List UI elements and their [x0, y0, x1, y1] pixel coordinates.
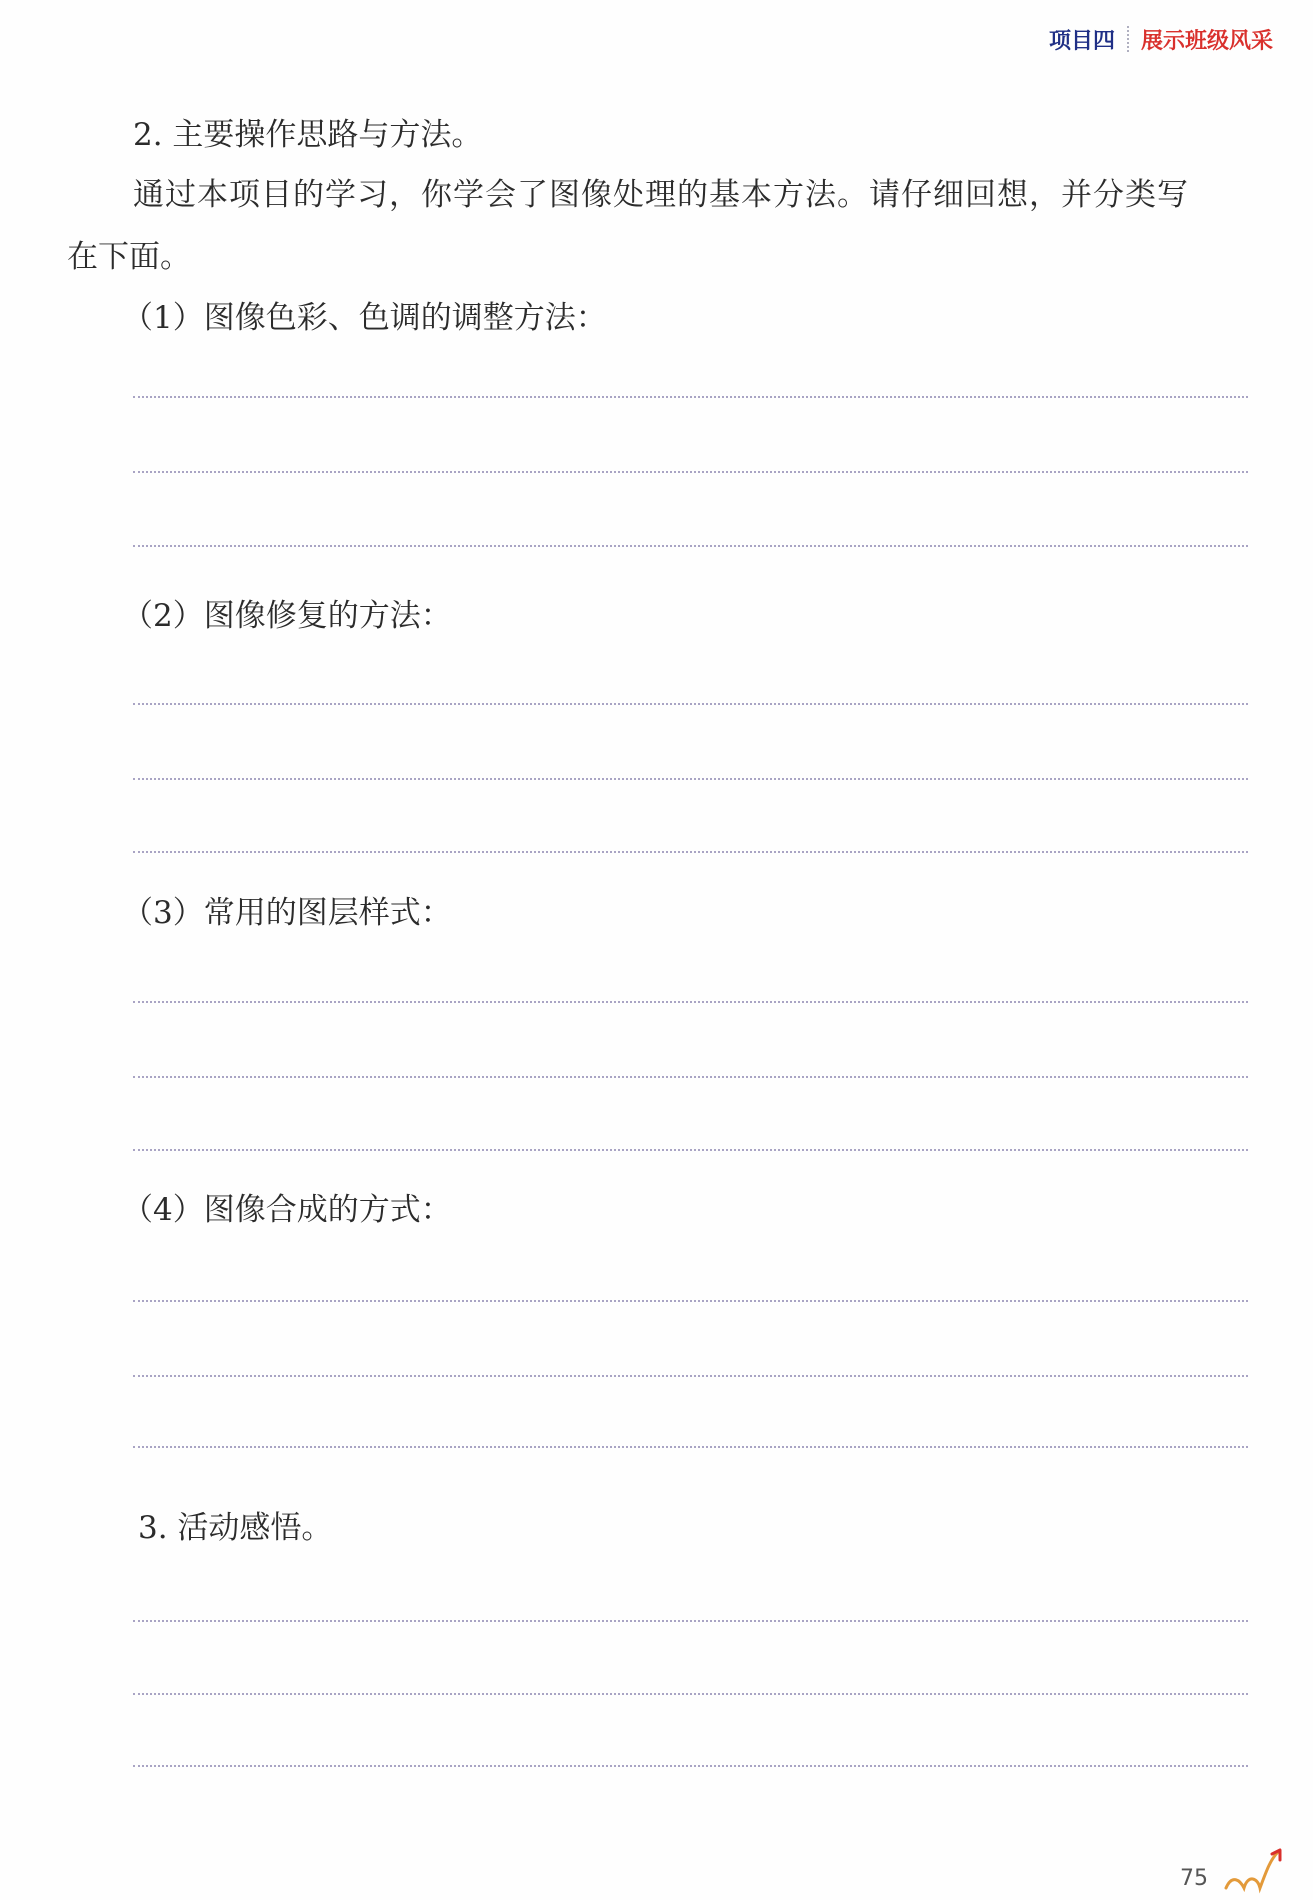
answer-line[interactable] [133, 703, 1248, 705]
header-divider [1127, 26, 1129, 52]
intro-line-1: 通过本项目的学习，你学会了图像处理的基本方法。请仔细回想，并分类写 [133, 177, 1189, 213]
intro-line-2: 在下面。 [67, 239, 191, 275]
section-2-title: 2. 主要操作思路与方法。 [133, 117, 483, 153]
question-1: （1）图像色彩、色调的调整方法： [122, 300, 607, 336]
answer-line[interactable] [133, 851, 1248, 853]
answer-line[interactable] [133, 1001, 1248, 1003]
answer-line[interactable] [133, 1446, 1248, 1448]
answer-line[interactable] [133, 1300, 1248, 1302]
answer-line[interactable] [133, 778, 1248, 780]
answer-line[interactable] [133, 1375, 1248, 1377]
answer-line[interactable] [133, 1620, 1248, 1622]
page-number: 75 [1180, 1866, 1208, 1891]
question-3: （3）常用的图层样式： [122, 895, 452, 931]
section-3-title: 3. 活动感悟。 [138, 1510, 333, 1546]
answer-line[interactable] [133, 471, 1248, 473]
answer-line[interactable] [133, 1693, 1248, 1695]
header-title: 展示班级风采 [1140, 28, 1273, 54]
question-2: （2）图像修复的方法： [122, 598, 452, 634]
header-project: 项目四 [1048, 28, 1115, 54]
corner-decoration-icon [1218, 1844, 1298, 1894]
answer-line[interactable] [133, 1076, 1248, 1078]
answer-line[interactable] [133, 545, 1248, 547]
question-4: （4）图像合成的方式： [122, 1192, 452, 1228]
answer-line[interactable] [133, 1765, 1248, 1767]
answer-line[interactable] [133, 1149, 1248, 1151]
running-header [1049, 24, 1273, 54]
answer-line[interactable] [133, 396, 1248, 398]
